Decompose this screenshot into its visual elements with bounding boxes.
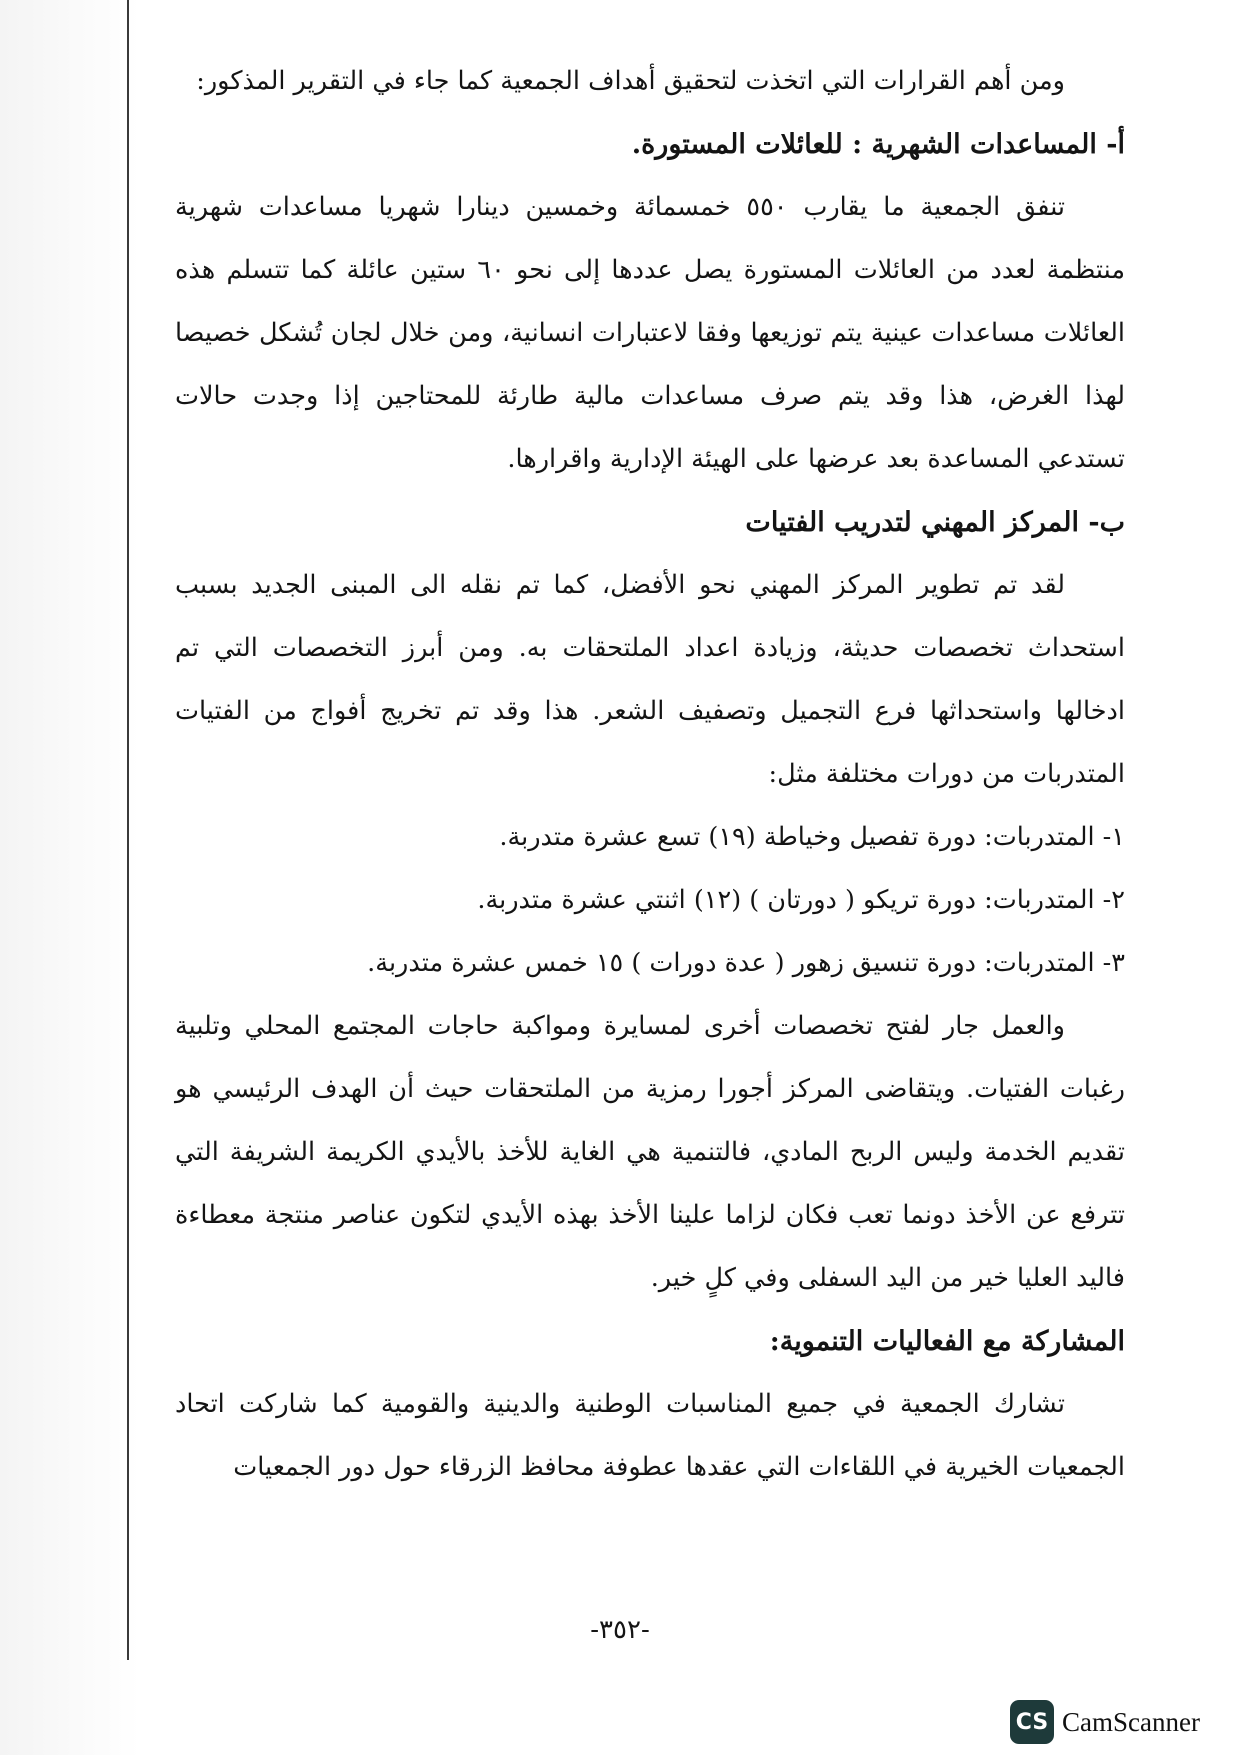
section-b-heading: ب- المركز المهني لتدريب الفتيات (745, 507, 1125, 538)
page-number: -٣٥٢- (590, 1615, 650, 1645)
trainees-list-item: ٢- المتدربات: دورة تريكو ( دورتان ) (١٢) اثنتي عشرة متدربة. (477, 885, 1125, 915)
section-a-paragraph: تنفق الجمعية ما يقارب ٥٥٠ خمسمائة وخمسين دينارا شهريا مساعدات شهرية منتظمة لعدد من العائلات المستورة يصل عددها إلى نحو ٦٠ ستين عائلة كما تتسلم هذه العائلات مساعدات عينية يتم توزيعها وفقا لاعتبارات انسانية، ومن خلال لجان تُشكل خصيصا لهذا الغرض، هذا وقد يتم صرف مساعدات مالية طارئة للمحتاجين إذا وجدت حالات تستدعي المساعدة بعد عرضها على الهيئة الإدارية واقرارها. (175, 192, 1125, 474)
camscanner-watermark (1010, 1700, 1200, 1744)
section-c-paragraph: تشارك الجمعية في جميع المناسبات الوطنية والدينية والقومية كما شاركت اتحاد الجمعيات الخيرية في اللقاءات التي عقدها عطوفة محافظ الزرقاء حول دور الجمعيات (175, 1389, 1125, 1482)
camscanner-logo-icon: CS (1010, 1700, 1054, 1744)
camscanner-label: CamScanner (1062, 1706, 1200, 1737)
page-edge-shadow (127, 0, 129, 1660)
trainees-list-item: ١- المتدربات: دورة تفصيل وخياطة (١٩) تسع عشرة متدربة. (499, 822, 1125, 852)
document-body (175, 50, 1125, 1499)
section-b-paragraph: لقد تم تطوير المركز المهني نحو الأفضل، كما تم نقله الى المبنى الجديد بسبب استحداث تخصصات حديثة، وزيادة اعداد الملتحقات به. ومن أبرز التخصصات التي تم ادخالها واستحداثها فرع التجميل وتصفيف الشعر. هذا وقد تم تخريج أفواج من الفتيات المتدربات من دورات مختلفة مثل: (175, 570, 1125, 789)
section-a-heading: أ- المساعدات الشهرية : للعائلات المستورة. (631, 129, 1125, 160)
section-c-heading: المشاركة مع الفعاليات التنموية: (769, 1326, 1125, 1357)
intro-paragraph: ومن أهم القرارات التي اتخذت لتحقيق أهداف الجمعية كما جاء في التقرير المذكور: (196, 66, 1065, 96)
section-b-paragraph-2: والعمل جار لفتح تخصصات أخرى لمسايرة ومواكبة حاجات المجتمع المحلي وتلبية رغبات الفتيات. ويتقاضى المركز أجورا رمزية من الملتحقات حيث أن الهدف الرئيسي هو تقديم الخدمة وليس الربح المادي، فالتنمية هي الغاية للأخذ بالأيدي الكريمة الشريفة التي تترفع عن الأخذ دونما تعب فكان لزاما علينا الأخذ بهذه الأيدي لتكون عناصر منتجة معطاءة فاليد العليا خير من اليد السفلى وفي كلٍ خير. (175, 1011, 1125, 1293)
trainees-list-item: ٣- المتدربات: دورة تنسيق زهور ( عدة دورات ) ١٥ خمس عشرة متدربة. (367, 948, 1125, 978)
